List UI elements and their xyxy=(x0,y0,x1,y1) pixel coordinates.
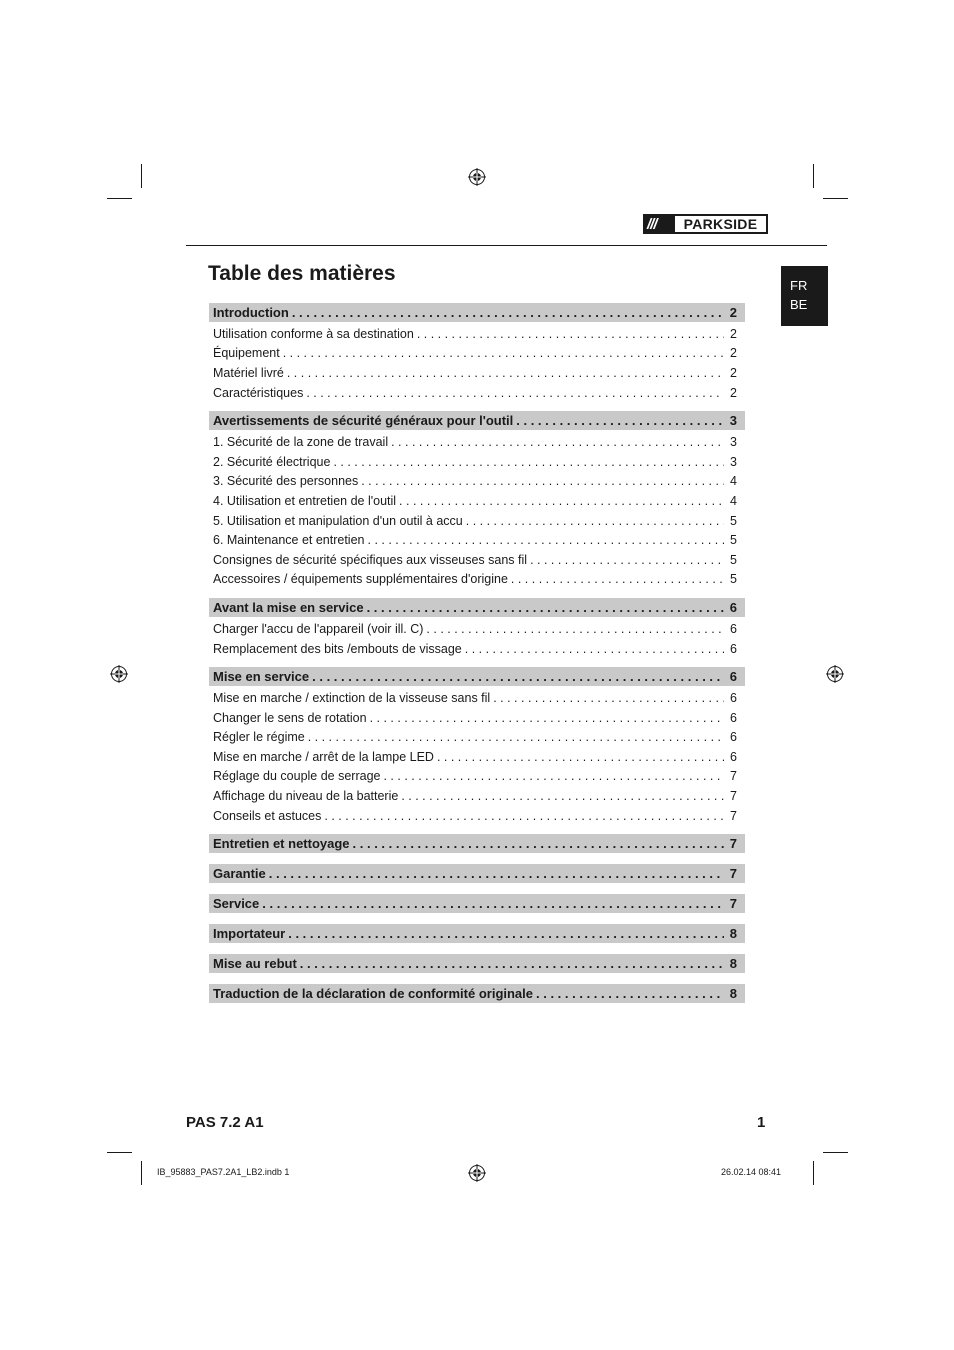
registration-mark-icon xyxy=(110,665,128,683)
toc-page-number: 2 xyxy=(729,305,737,320)
toc-entry-title: Réglage du couple de serrage xyxy=(213,769,381,784)
toc-page-number: 5 xyxy=(730,572,737,587)
toc-entry-title: 2. Sécurité électrique xyxy=(213,454,331,469)
toc-page-number: 8 xyxy=(729,926,737,942)
table-of-contents xyxy=(209,303,745,1003)
toc-page-number: 6 xyxy=(730,749,737,764)
language-code: FR xyxy=(790,278,808,293)
toc-page-number: 6 xyxy=(730,621,737,636)
toc-section-heading[interactable] xyxy=(209,894,745,913)
toc-page-number: 6 xyxy=(730,641,737,656)
toc-section-title: Introduction xyxy=(213,305,289,320)
toc-page-number: 7 xyxy=(730,789,737,804)
logo-slashes: /// xyxy=(647,215,657,233)
leader-dots xyxy=(465,642,724,656)
leader-dots xyxy=(361,474,724,488)
toc-page-number: 2 xyxy=(730,365,737,380)
leader-dots xyxy=(401,789,724,803)
registration-mark-icon xyxy=(468,168,486,186)
toc-section-title: Mise en service xyxy=(213,669,310,685)
leader-dots xyxy=(536,986,724,1001)
crop-mark xyxy=(107,1152,132,1153)
language-tab xyxy=(781,266,828,326)
leader-dots xyxy=(312,669,724,684)
toc-page-number: 2 xyxy=(730,385,737,400)
header-rule xyxy=(186,245,827,246)
toc-page-number: 2 xyxy=(730,326,737,341)
toc-entry-title: Caractéristiques xyxy=(213,385,304,400)
leader-dots xyxy=(283,346,724,360)
toc-entry[interactable] xyxy=(209,344,745,364)
toc-section-heading[interactable] xyxy=(209,924,745,943)
toc-section-heading[interactable] xyxy=(209,984,745,1003)
model-name: PAS 7.2 A1 xyxy=(186,1114,264,1131)
leader-dots xyxy=(391,435,724,449)
toc-page-number: 6 xyxy=(730,691,737,706)
toc-section-title: Mise au rebut xyxy=(213,956,297,972)
toc-entry[interactable] xyxy=(209,452,745,472)
crop-mark xyxy=(107,198,132,199)
toc-section-heading[interactable] xyxy=(209,411,745,430)
parkside-logo xyxy=(643,214,768,234)
toc-entry[interactable] xyxy=(209,491,745,511)
toc-entry[interactable] xyxy=(209,708,745,728)
toc-page-number: 2 xyxy=(730,346,737,361)
leader-dots xyxy=(466,514,724,528)
toc-entry-title: 5. Utilisation et manipulation d'un outil à accu xyxy=(213,513,463,528)
leader-dots xyxy=(324,809,724,823)
leader-dots xyxy=(530,553,724,567)
logo-brand: PARKSIDE xyxy=(675,216,766,232)
toc-page-number: 6 xyxy=(729,669,737,685)
leader-dots xyxy=(306,386,724,400)
leader-dots xyxy=(370,711,724,725)
toc-entry[interactable] xyxy=(209,786,745,806)
toc-entry[interactable] xyxy=(209,511,745,531)
toc-entry[interactable] xyxy=(209,639,745,659)
leader-dots xyxy=(437,750,724,764)
toc-entry[interactable] xyxy=(209,619,745,639)
toc-section-title: Traduction de la déclaration de conformité originale xyxy=(213,986,534,1002)
crop-mark xyxy=(141,1161,142,1185)
leader-dots xyxy=(493,691,724,705)
toc-page-number: 5 xyxy=(730,552,737,567)
toc-page-number: 6 xyxy=(730,730,737,745)
toc-section-heading[interactable] xyxy=(209,303,745,322)
leader-dots xyxy=(262,896,724,911)
toc-entry-title: 3. Sécurité des personnes xyxy=(213,474,359,489)
toc-entry-title: 6. Maintenance et entretien xyxy=(213,533,365,548)
toc-page-number: 6 xyxy=(730,710,737,725)
toc-entry-title: Remplacement des bits /embouts de vissage xyxy=(213,641,462,656)
toc-page-number: 7 xyxy=(730,808,737,823)
toc-entry[interactable] xyxy=(209,472,745,492)
crop-mark xyxy=(823,1152,848,1153)
toc-page-number: 6 xyxy=(729,600,737,616)
toc-entry[interactable] xyxy=(209,363,745,383)
toc-entry-title: Charger l'accu de l'appareil (voir ill. C) xyxy=(213,621,424,636)
toc-entry[interactable] xyxy=(209,570,745,590)
registration-mark-icon xyxy=(468,1164,486,1182)
toc-page-number: 8 xyxy=(729,986,737,1002)
leader-dots xyxy=(426,622,724,636)
toc-page-number: 4 xyxy=(730,474,737,489)
toc-page-number: 4 xyxy=(730,493,737,508)
toc-page-number: 5 xyxy=(730,513,737,528)
toc-section-title: Entretien et nettoyage xyxy=(213,836,350,852)
toc-page-number: 3 xyxy=(730,454,737,469)
toc-entry-title: Utilisation conforme à sa destination xyxy=(213,326,414,341)
toc-entry[interactable] xyxy=(209,383,745,403)
leader-dots xyxy=(300,956,724,971)
toc-entry-title: Accessoires / équipements supplémentaires d'origine xyxy=(213,572,508,587)
page-title: Table des matières xyxy=(208,262,396,285)
toc-entry-title: Régler le régime xyxy=(213,730,305,745)
toc-entry-title: Affichage du niveau de la batterie xyxy=(213,789,399,804)
leader-dots xyxy=(399,494,724,508)
toc-section-title: Avertissements de sécurité généraux pour l'outil xyxy=(213,413,514,429)
toc-entry-title: Changer le sens de rotation xyxy=(213,710,367,725)
leader-dots xyxy=(269,866,724,881)
toc-page-number: 3 xyxy=(729,413,737,429)
toc-page-number: 3 xyxy=(730,435,737,450)
toc-entry[interactable] xyxy=(209,806,745,826)
registration-mark-icon xyxy=(826,665,844,683)
toc-entry[interactable] xyxy=(209,688,745,708)
leader-dots xyxy=(383,769,724,783)
toc-page-number: 7 xyxy=(729,896,737,912)
toc-section-heading[interactable] xyxy=(209,598,745,617)
toc-entry[interactable] xyxy=(209,324,745,344)
leader-dots xyxy=(511,572,724,586)
page-number: 1 xyxy=(757,1114,766,1131)
leader-dots xyxy=(333,455,724,469)
toc-entry[interactable] xyxy=(209,767,745,787)
toc-page-number: 5 xyxy=(730,533,737,548)
toc-entry[interactable] xyxy=(209,728,745,748)
leader-dots xyxy=(353,836,724,851)
toc-section-title: Service xyxy=(213,896,260,912)
toc-entry-title: Consignes de sécurité spécifiques aux visseuses sans fil xyxy=(213,552,528,567)
crop-mark xyxy=(813,1161,814,1185)
leader-dots xyxy=(367,600,724,615)
leader-dots xyxy=(308,730,724,744)
toc-entry-title: Matériel livré xyxy=(213,365,284,380)
toc-section-heading[interactable] xyxy=(209,667,745,686)
slug-date: 26.02.14 08:41 xyxy=(721,1167,782,1177)
language-code: BE xyxy=(790,297,808,312)
toc-entry-title: Mise en marche / arrêt de la lampe LED xyxy=(213,749,434,764)
toc-section-title: Garantie xyxy=(213,866,266,882)
toc-page-number: 7 xyxy=(730,769,737,784)
toc-entry[interactable] xyxy=(209,747,745,767)
crop-mark xyxy=(823,198,848,199)
slug-filename: IB_95883_PAS7.2A1_LB2.indb 1 xyxy=(157,1167,290,1177)
toc-entry-title: Mise en marche / extinction de la visseuse sans fil xyxy=(213,691,491,706)
leader-dots xyxy=(368,533,725,547)
leader-dots xyxy=(292,305,724,320)
leader-dots xyxy=(288,926,724,941)
toc-page-number: 7 xyxy=(729,836,737,852)
toc-entry[interactable] xyxy=(209,550,745,570)
toc-entry-title: 1. Sécurité de la zone de travail xyxy=(213,435,389,450)
toc-section-heading[interactable] xyxy=(209,954,745,973)
toc-section-title: Avant la mise en service xyxy=(213,600,364,616)
toc-entry[interactable] xyxy=(209,432,745,452)
crop-mark xyxy=(813,164,814,188)
toc-page-number: 7 xyxy=(729,866,737,882)
leader-dots xyxy=(287,366,724,380)
toc-section-title: Importateur xyxy=(213,926,286,942)
toc-entry-title: Équipement xyxy=(213,346,280,361)
crop-mark xyxy=(141,164,142,188)
leader-dots xyxy=(417,327,724,341)
toc-entry-title: Conseils et astuces xyxy=(213,808,322,823)
toc-page-number: 8 xyxy=(729,956,737,972)
toc-section-heading[interactable] xyxy=(209,864,745,883)
leader-dots xyxy=(516,413,724,428)
toc-entry-title: 4. Utilisation et entretien de l'outil xyxy=(213,493,397,508)
toc-section-heading[interactable] xyxy=(209,834,745,853)
toc-entry[interactable] xyxy=(209,530,745,550)
